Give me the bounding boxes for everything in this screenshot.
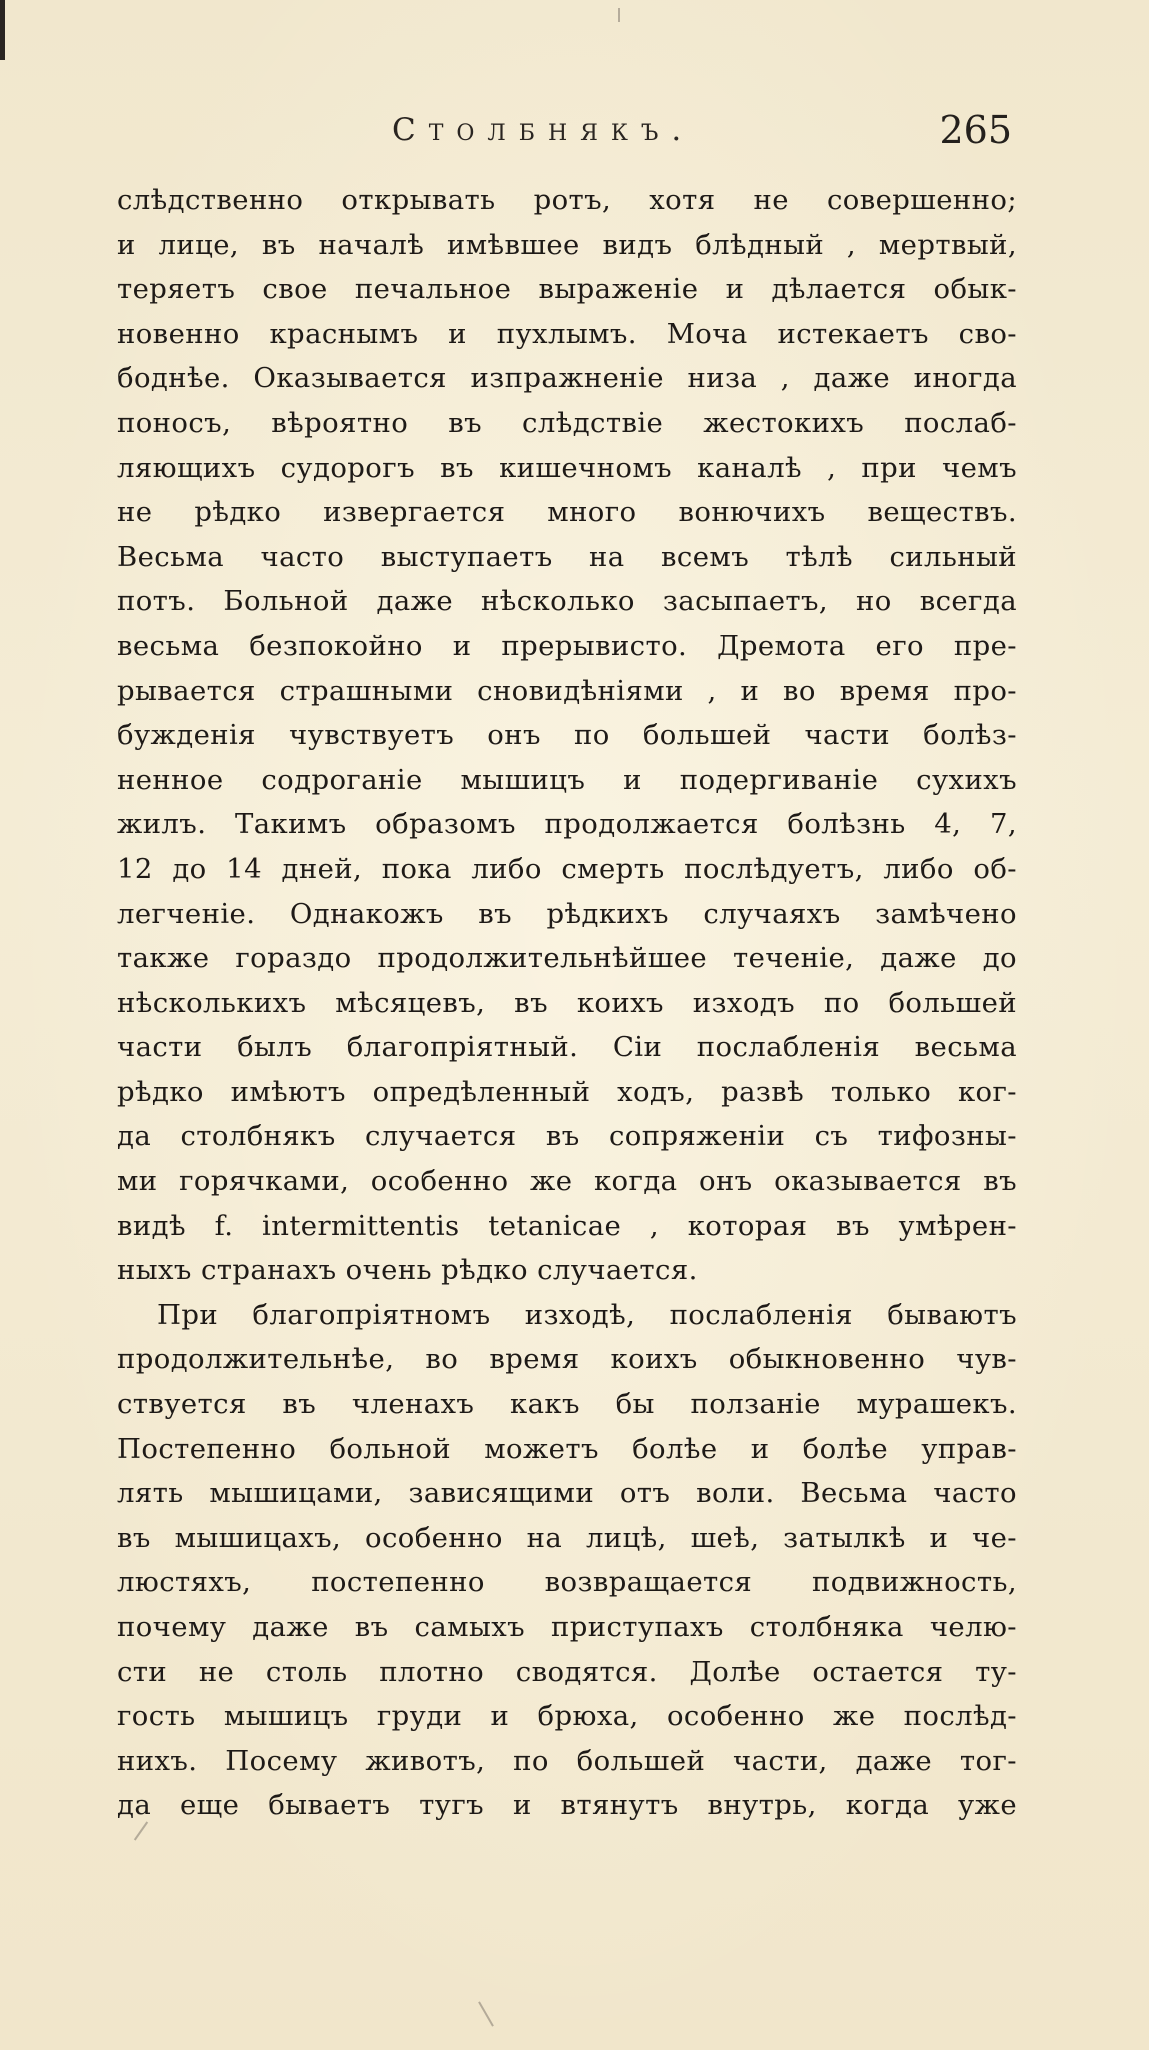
text-line: лять мышицами, зависящими отъ воли. Весьма часто bbox=[117, 1477, 1017, 1510]
page-header bbox=[392, 108, 1012, 162]
text-line: не рѣдко извергается много вонючихъ веществъ. bbox=[117, 496, 1017, 529]
paper-speck bbox=[478, 2001, 494, 2026]
text-line: слѣдственно открывать ротъ, хотя не совершенно; bbox=[117, 184, 1017, 216]
text-line: почему даже въ самыхъ приступахъ столбняка челю- bbox=[117, 1611, 1017, 1643]
text-line: весьма безпокойно и прерывисто. Дремота его пре- bbox=[117, 629, 1017, 662]
paper-speck bbox=[618, 8, 620, 22]
text-line: да еще бываетъ тугъ и втянутъ внутрь, когда уже bbox=[117, 1789, 1017, 1822]
text-line: да столбнякъ случается въ сопряженіи съ тифозны- bbox=[117, 1120, 1017, 1153]
paragraph-start-line: При благопріятномъ изходѣ, послабленія бываютъ bbox=[157, 1298, 1017, 1331]
text-line: люстяхъ, постепенно возвращается подвижность, bbox=[117, 1566, 1017, 1599]
text-line: Весьма часто выступаетъ на всемъ тѣлѣ сильный bbox=[117, 540, 1017, 573]
text-line: рѣдко имѣютъ опредѣленный ходъ, развѣ только ког- bbox=[117, 1075, 1017, 1108]
text-line: части былъ благопріятный. Сіи послабленія весьма bbox=[117, 1031, 1017, 1064]
text-line: ляющихъ судорогъ въ кишечномъ каналѣ , при чемъ bbox=[117, 451, 1017, 484]
text-line: ми горячками, особенно же когда онъ оказывается въ bbox=[117, 1165, 1017, 1198]
body-text bbox=[117, 178, 1017, 1828]
text-line: рывается страшными сновидѣніями , и во время про- bbox=[117, 674, 1017, 707]
text-line: въ мышицахъ, особенно на лицѣ, шеѣ, затылкѣ и че- bbox=[117, 1521, 1017, 1554]
text-line: теряетъ свое печальное выраженіе и дѣлается обык- bbox=[117, 273, 1017, 306]
running-head: Столбнякъ. bbox=[392, 112, 695, 148]
text-line: и лице, въ началѣ имѣвшее видъ блѣдный , мертвый, bbox=[117, 228, 1017, 261]
text-line: также гораздо продолжительнѣйшее теченіе, даже до bbox=[117, 942, 1017, 975]
text-line: продолжительнѣе, во время коихъ обыкновенно чув- bbox=[117, 1343, 1017, 1376]
text-line: ненное содроганіе мышицъ и подергиваніе сухихъ bbox=[117, 763, 1017, 796]
binding-edge bbox=[0, 0, 5, 60]
text-line: поносъ, вѣроятно въ слѣдствіе жестокихъ послаб- bbox=[117, 406, 1017, 439]
text-line: видѣ f. intermittentis tetanicae , которая въ умѣрен- bbox=[117, 1209, 1017, 1242]
text-line: новенно краснымъ и пухлымъ. Моча истекаетъ сво- bbox=[117, 317, 1017, 350]
text-line: бужденія чувствуетъ онъ по большей части болѣз- bbox=[117, 719, 1017, 752]
text-line: легченіе. Однакожъ въ рѣдкихъ случаяхъ замѣчено bbox=[117, 897, 1017, 930]
text-line: 12 до 14 дней, пока либо смерть послѣдуетъ, либо об- bbox=[117, 852, 1017, 885]
text-line: жилъ. Такимъ образомъ продолжается болѣзнь 4, 7, bbox=[117, 808, 1017, 841]
text-line: Постепенно больной можетъ болѣе и болѣе управ- bbox=[117, 1432, 1017, 1465]
text-line: ствуется въ членахъ какъ бы ползаніе мурашекъ. bbox=[117, 1388, 1017, 1421]
text-line: нихъ. Посему животъ, по большей части, даже тог- bbox=[117, 1744, 1017, 1777]
text-line: боднѣе. Оказывается изпражненіе низа , даже иногда bbox=[117, 362, 1017, 395]
text-line: сти не столь плотно сводятся. Долѣе остается ту- bbox=[117, 1655, 1017, 1688]
text-line: гость мышицъ груди и брюха, особенно же послѣд- bbox=[117, 1700, 1017, 1733]
paragraph-end-line: ныхъ странахъ очень рѣдко случается. bbox=[117, 1254, 698, 1287]
page-number: 265 bbox=[939, 108, 1012, 152]
text-line: потъ. Больной даже нѣсколько засыпаетъ, но всегда bbox=[117, 585, 1017, 618]
text-line: нѣсколькихъ мѣсяцевъ, въ коихъ изходъ по большей bbox=[117, 986, 1017, 1019]
